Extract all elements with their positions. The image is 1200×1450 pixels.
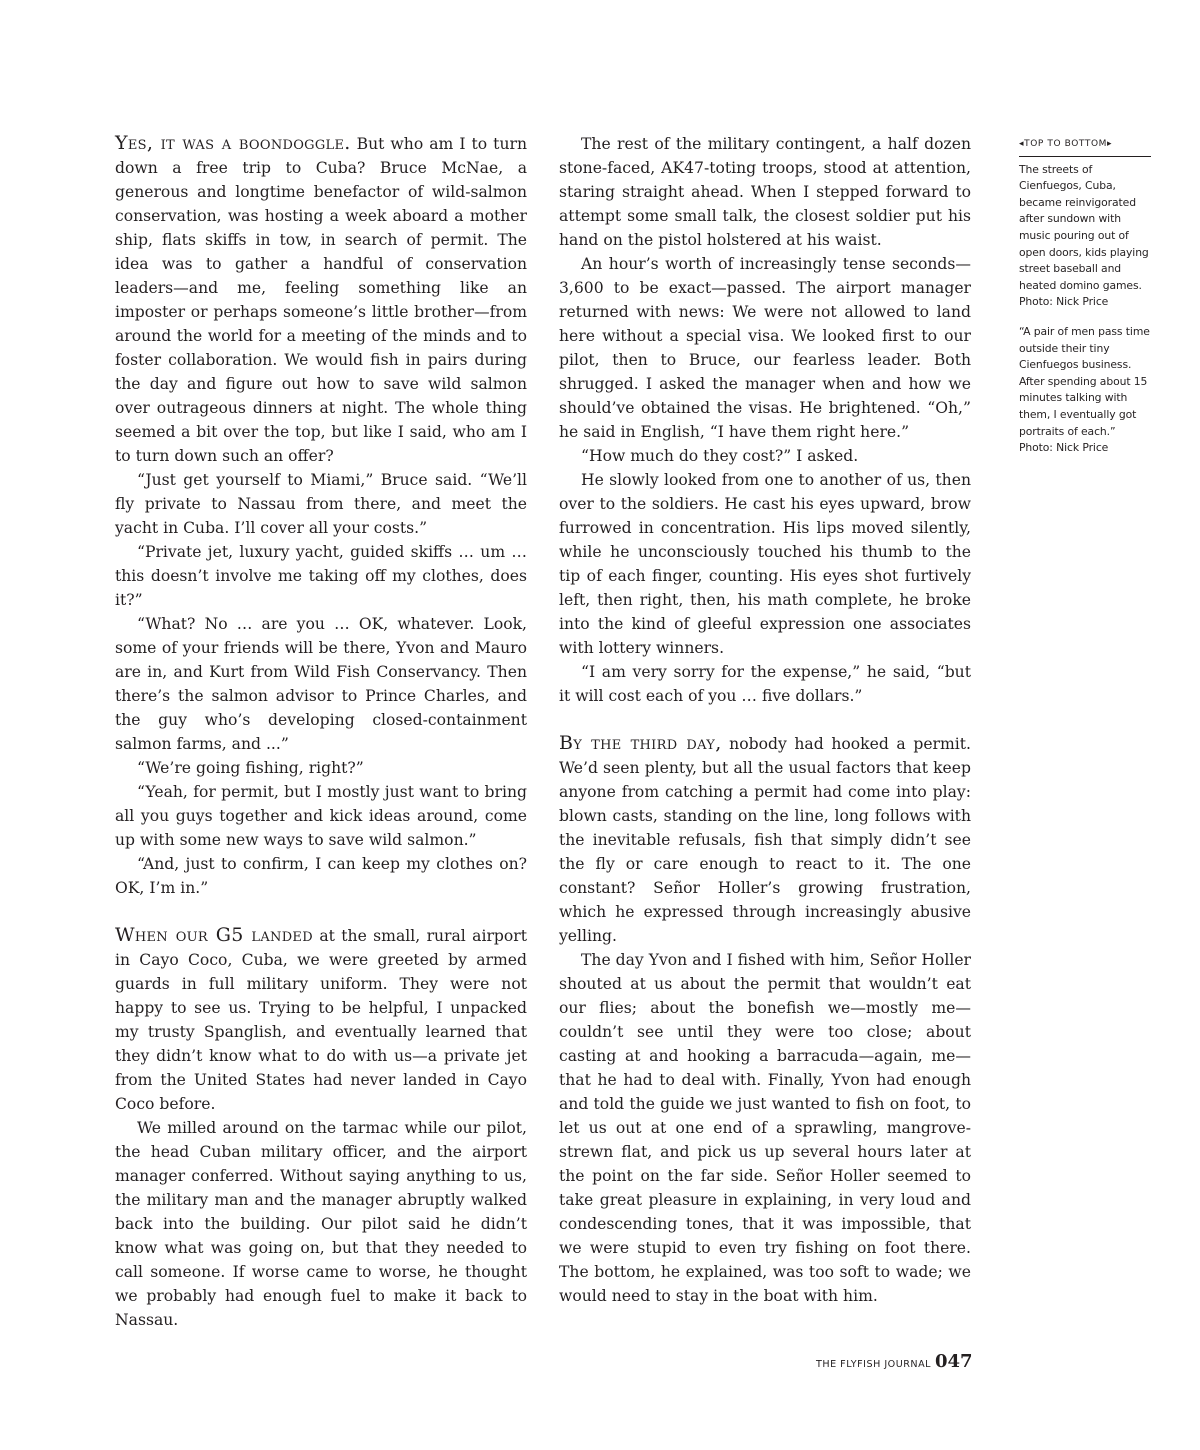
right-arrow-icon: ▸ <box>1107 139 1113 149</box>
paragraph: “I am very sorry for the expense,” he said, “but it will cost each of you … five dollars.” <box>559 663 971 705</box>
paragraph-text: at the small, rural airport in Cayo Coco, Cuba, we were greeted by armed guards in full military uniform. They were not happy to see us. Trying to be helpful, I unpacked my trusty Spanglish, and eventually learned that they didn’t know what to do with us—a private jet from the United States had never landed in Cayo Coco before. <box>115 927 528 1113</box>
paragraph: An hour’s worth of increasingly tense seconds—3,600 to be exact—passed. The airport manager returned with news: We were not allowed to land here without a special visa. We looked first to our pilot, then to Bruce, our fearless leader. Both shrugged. I asked the manager when and how we should’ve obtained the visas. He brightened. “Oh,” he said in English, “I have them right here.” <box>559 255 971 441</box>
paragraph <box>115 132 527 468</box>
paragraph: He slowly looked from one to another of us, then over to the soldiers. He cast his eyes upward, brow furrowed in concentration. His lips moved silently, while he unconsciously touched his thumb to the tip of each finger, counting. His eyes shot furtively left, then right, then, his math complete, he broke into the kind of gleeful expression one associates with lottery winners. <box>559 471 971 657</box>
section-lead-in: By the third day, <box>559 732 722 754</box>
paragraph: “What? No … are you … OK, whatever. Look, some of your friends will be there, Yvon and Mauro are in, and Kurt from Wild Fish Conservancy. Then there’s the salmon advisor to Prince Charles, and the guy who’s developing closed-containment salmon farms, and ...” <box>115 615 527 753</box>
page-number: 047 <box>935 1351 973 1372</box>
caption-heading-text: TOP TO BOTTOM <box>1024 139 1108 149</box>
photo-caption: The streets of Cienfuegos, Cuba, became reinvigorated after sundown with music pouring out of open doors, kids playing street baseball and heated domino games. Photo: Nick Price <box>1019 162 1149 309</box>
section-lead-in: When our G5 landed <box>115 924 313 946</box>
photo-captions-sidebar <box>1019 136 1151 470</box>
photo-caption: “A pair of men pass time outside their tiny Cienfuegos business. After spending about 15 minutes talking with them, I eventually got portraits of each.” Photo: Nick Price <box>1019 324 1150 455</box>
page-footer <box>816 1351 973 1372</box>
paragraph: “Just get yourself to Miami,” Bruce said. “We’ll fly private to Nassau from there, and meet the yacht in Cuba. I’ll cover all your costs.” <box>115 471 527 537</box>
paragraph: “How much do they cost?” I asked. <box>581 447 859 465</box>
paragraph <box>115 924 527 1116</box>
article-column-right <box>559 132 971 1308</box>
paragraph: “And, just to confirm, I can keep my clothes on? OK, I’m in.” <box>115 855 527 897</box>
paragraph: “Private jet, luxury yacht, guided skiffs … um … this doesn’t involve me taking off my clothes, does it?” <box>115 543 527 609</box>
paragraph: The rest of the military contingent, a half dozen stone-faced, AK47-toting troops, stood at attention, staring straight ahead. When I stepped forward to attempt some small talk, the closest soldier put his hand on the pistol holstered at his waist. <box>559 135 971 249</box>
section-lead-in: Yes, it was a boondoggle. <box>115 132 351 154</box>
article-column-left <box>115 132 527 1332</box>
publication-name: THE FLYFISH JOURNAL <box>816 1359 931 1370</box>
paragraph: “We’re going fishing, right?” <box>137 759 364 777</box>
paragraph-text: But who am I to turn down a free trip to Cuba? Bruce McNae, a generous and longtime benefactor of wild-salmon conservation, was hosting a week aboard a mother ship, flats skiffs in tow, in search of permit. The idea was to gather a handful of conservation leaders—and me, feeling something like an imposter or perhaps someone’s little brother—from around the world for a meeting of the minds and to foster collaboration. We would fish in pairs during the day and figure out how to save wild salmon over outrageous dinners at night. The whole thing seemed a bit over the top, but like I said, who am I to turn down such an offer? <box>115 135 527 465</box>
paragraph <box>559 732 971 948</box>
caption-heading <box>1019 136 1151 157</box>
paragraph: We milled around on the tarmac while our pilot, the head Cuban military officer, and the airport manager conferred. Without saying anything to us, the military man and the manager abruptly walked back into the building. Our pilot said he didn’t know what was going on, but that they needed to call someone. If worse came to worse, he thought we probably had enough fuel to make it back to Nassau. <box>115 1119 527 1329</box>
paragraph: “Yeah, for permit, but I mostly just want to bring all you guys together and kick ideas around, come up with some new ways to save wild salmon.” <box>115 783 527 849</box>
paragraph: The day Yvon and I fished with him, Señor Holler shouted at us about the permit that wouldn’t eat our flies; about the bonefish we—mostly me—couldn’t see until they were too close; about casting at and hooking a barracuda—again, me—that he had to deal with. Finally, Yvon had enough and told the guide we just wanted to fish on foot, to let us out at one end of a sprawling, mangrove-strewn flat, and pick us up several hours later at the point on the far side. Señor Holler seemed to take great pleasure in explaining, in very loud and condescending tones, that it was impossible, that we were stupid to even try fishing on foot there. The bottom, he explained, was too soft to wade; we would need to stay in the boat with him. <box>559 951 971 1305</box>
paragraph-text: nobody had hooked a permit. We’d seen plenty, but all the usual factors that keep anyone from catching a permit had come into play: blown casts, standing on the line, long follows with the inevitable refusals, fish that simply didn’t see the fly or care enough to react to it. The one constant? Señor Holler’s growing frustration, which he expressed through increasingly abusive yelling. <box>559 735 971 945</box>
left-arrow-icon: ◂ <box>1019 139 1025 149</box>
